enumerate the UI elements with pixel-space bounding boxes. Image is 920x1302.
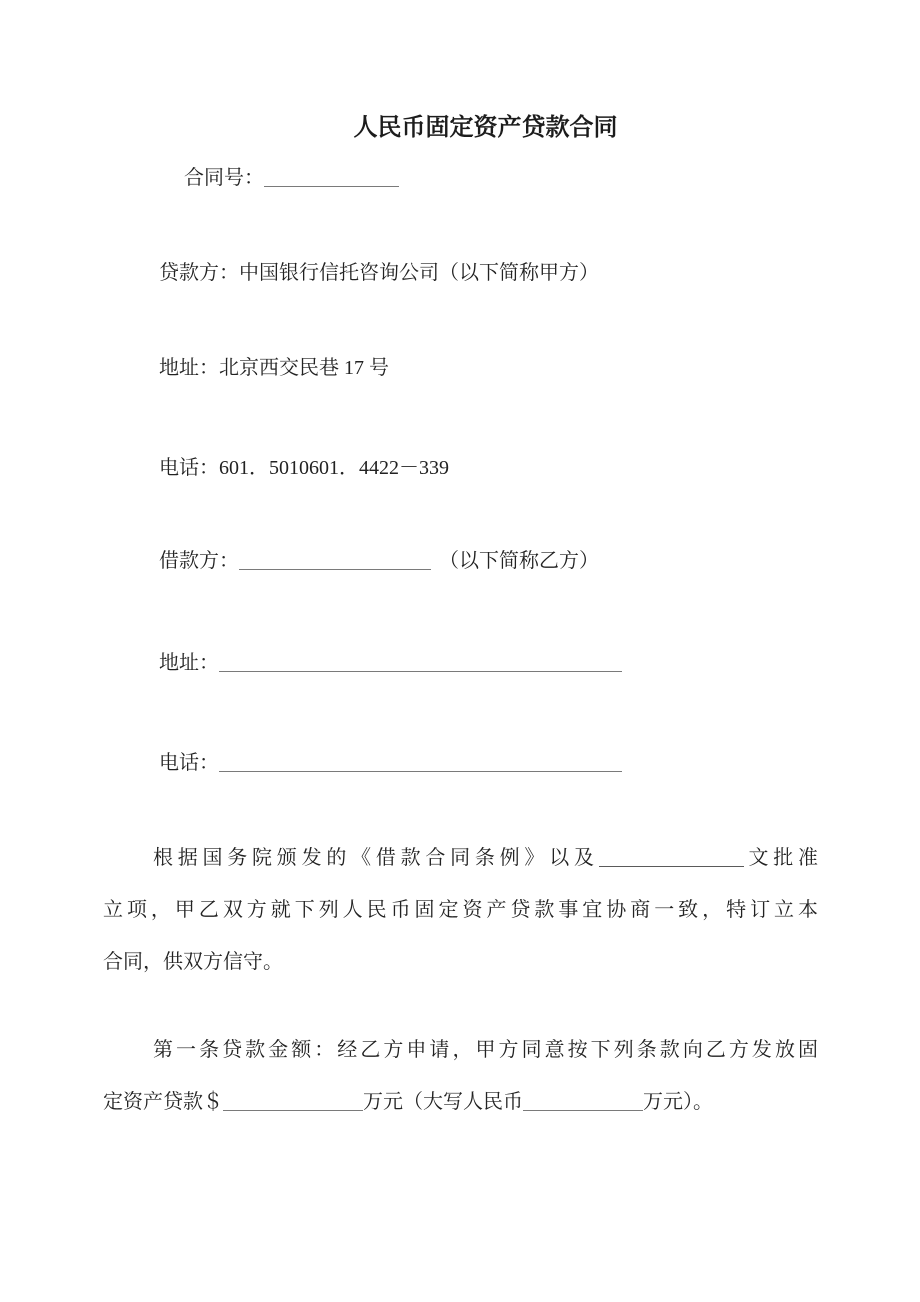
lender-phone-text: 电话：601．5010601．4422－339 [159,457,449,479]
approval-doc-blank [599,866,744,867]
borrower-note: （以下简称乙方） [439,550,599,572]
article1-line2-pre: 定资产贷款＄ [103,1091,223,1113]
page-title: 人民币固定资产贷款合同 [353,115,618,141]
borrower-line [159,547,599,575]
borrower-address-blank [219,671,622,672]
lender-phone-line [159,454,449,482]
contract-no-label: 合同号： [184,167,264,189]
preamble-line-3 [103,936,818,988]
borrower-address-label: 地址： [159,652,219,674]
preamble-line3-text: 合同，供双方信守。 [103,951,283,973]
contract-no-blank [264,186,399,187]
preamble-line1-post: 文批准 [743,847,819,869]
amount-words-blank [523,1110,643,1111]
preamble-line2-text: 立项，甲乙双方就下列人民币固定资产贷款事宜协商一致，特订立本 [103,899,818,921]
borrower-phone-line [159,749,622,777]
lender-address-text: 地址：北京西交民巷 17 号 [159,357,389,379]
preamble-line1-pre: 根据国务院颁发的《借款合同条例》以及 [153,847,599,869]
borrower-phone-blank [219,771,622,772]
article1-line2-post: 万元）。 [643,1091,713,1113]
preamble-line-1 [103,832,818,884]
lender-address-line [159,354,389,382]
amount-numeric-blank [223,1110,363,1111]
contract-no-line [184,164,399,192]
article1-line-1 [103,1024,818,1076]
borrower-address-line [159,649,622,677]
lender-line [159,259,599,287]
article1-line1-text: 第一条贷款金额：经乙方申请，甲方同意按下列条款向乙方发放固 [153,1039,818,1061]
lender-text: 贷款方：中国银行信托咨询公司（以下简称甲方） [159,262,599,284]
article1-line2-mid: 万元（大写人民币 [363,1091,523,1113]
article1-line-2 [103,1076,818,1128]
borrower-phone-label: 电话： [159,752,219,774]
preamble-line-2 [103,884,818,936]
borrower-label: 借款方： [159,550,239,572]
borrower-name-blank [239,569,431,570]
